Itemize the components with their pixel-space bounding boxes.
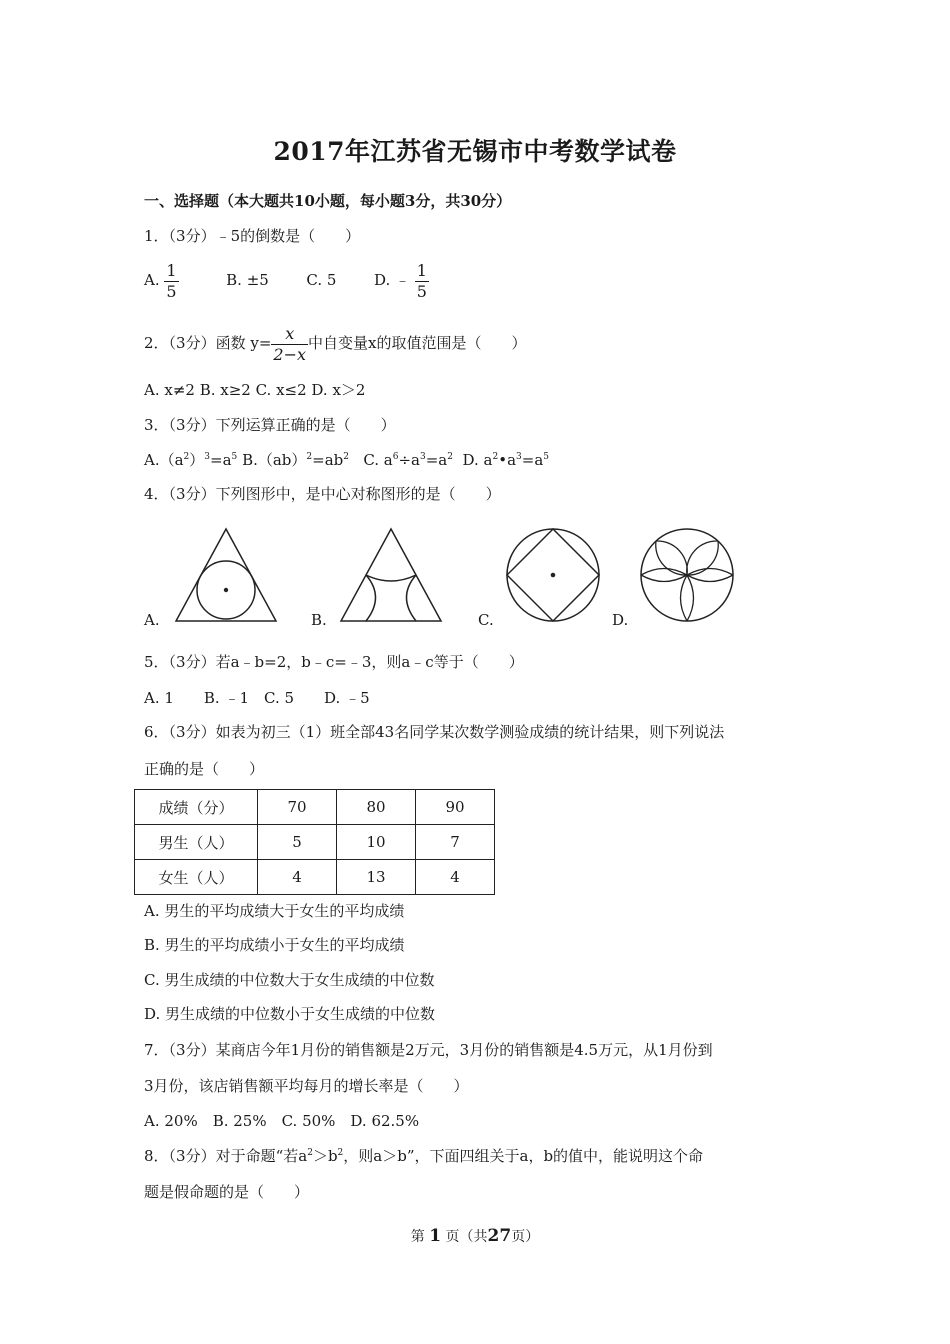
page-title: 2017年江苏省无锡市中考数学试卷 (273, 137, 677, 166)
table-cell: 男生（人） (135, 825, 258, 860)
table-row (135, 790, 495, 825)
table-cell: 13 (337, 860, 416, 895)
table-cell: 7 (416, 825, 495, 860)
option-c: C. 5 (306, 271, 337, 289)
figure-d (638, 526, 736, 624)
question-7-options: A. 20% B. 25% C. 50% D. 62.5% (144, 1112, 420, 1130)
question-6-option-c: C. 男生成绩的中位数大于女生成绩的中位数 (144, 971, 435, 989)
question-2-options: A. x≠2 B. x≥2 C. x≤2 D. x＞2 (144, 381, 366, 399)
question-8-stem-line1: 8．（3分）对于命题“若$a^2>b^2$，则a＞b”，下面四组关于a，b的值中，能说明这个命 (144, 1147, 704, 1165)
page-total: 27 (487, 1226, 512, 1246)
figure-a (170, 525, 282, 625)
figure-c (504, 526, 602, 624)
figure-d-label: D. (612, 611, 629, 629)
page-number: 1 (429, 1226, 442, 1246)
table-cell: 4 (258, 860, 337, 895)
table-cell: 10 (337, 825, 416, 860)
question-5-options: A. 1 B. ﹣1 C. 5 D. ﹣5 (144, 689, 370, 707)
question-3-stem: 3．（3分）下列运算正确的是（ ） (144, 416, 396, 434)
table-row (135, 860, 495, 895)
figure-b (335, 525, 447, 625)
table-cell: 5 (258, 825, 337, 860)
option-a-fraction: $\frac{1}{5}$ (166, 260, 177, 301)
question-1-stem: 1．（3分）﹣5的倒数是（ ） (144, 227, 361, 245)
option-b: B. ±5 (226, 271, 269, 289)
table-cell: 90 (416, 790, 495, 825)
figure-c-label: C. (478, 611, 494, 629)
question-7-stem-line1: 7．（3分）某商店今年1月份的销售额是2万元，3月份的销售额是4.5万元，从1月份到 (144, 1041, 713, 1059)
table-cell: 70 (258, 790, 337, 825)
score-table (134, 789, 495, 895)
question-5-stem: 5．（3分）若a﹣b=2，b﹣c=﹣3，则a﹣c等于（ ） (144, 653, 524, 671)
table-cell: 成绩（分） (135, 790, 258, 825)
section-heading: 一、选择题（本大题共10小题，每小题3分，共30分） (144, 192, 512, 210)
question-6-option-b: B. 男生的平均成绩小于女生的平均成绩 (144, 936, 405, 954)
figure-b-label: B. (311, 611, 327, 629)
question-6-option-a: A. 男生的平均成绩大于女生的平均成绩 (144, 902, 405, 920)
function-fraction: $\frac{x}{2-x}$ (273, 323, 307, 364)
question-8-stem-line2: 题是假命题的是（ ） (144, 1183, 310, 1201)
option-d-fraction: $\frac{1}{5}$ (416, 260, 427, 301)
question-4-stem: 4．（3分）下列图形中，是中心对称图形的是（ ） (144, 485, 501, 503)
question-6-option-d: D. 男生成绩的中位数小于女生成绩的中位数 (144, 1005, 436, 1023)
table-cell: 80 (337, 790, 416, 825)
table-row (135, 825, 495, 860)
question-6-stem-line2: 正确的是（ ） (144, 760, 265, 778)
question-1-options (144, 258, 429, 302)
option-d-label: D. ﹣ (373, 271, 410, 289)
question-6-stem-line1: 6．（3分）如表为初三（1）班全部43名同学某次数学测验成绩的统计结果，则下列说法 (144, 723, 725, 741)
table-cell: 4 (416, 860, 495, 895)
option-a-label: A. (144, 271, 160, 289)
question-7-stem-line2: 3月份，该店销售额平均每月的增长率是（ ） (144, 1077, 469, 1095)
question-3-options: $A.(a^2)^3=a^5$ $B.(ab)^2=ab^2$ C. $a^6\div a^3=a^2$ D. $a^2•a^3=a^5$ (144, 451, 550, 469)
page-footer: 第 1 页（共27页） (410, 1226, 540, 1246)
figure-a-label: A. (144, 611, 160, 629)
question-2-stem: 2．（3分）函数 y= $\frac{x}{2-x}$ 中自变量x的取值范围是（ ） (144, 323, 527, 364)
table-cell: 女生（人） (135, 860, 258, 895)
